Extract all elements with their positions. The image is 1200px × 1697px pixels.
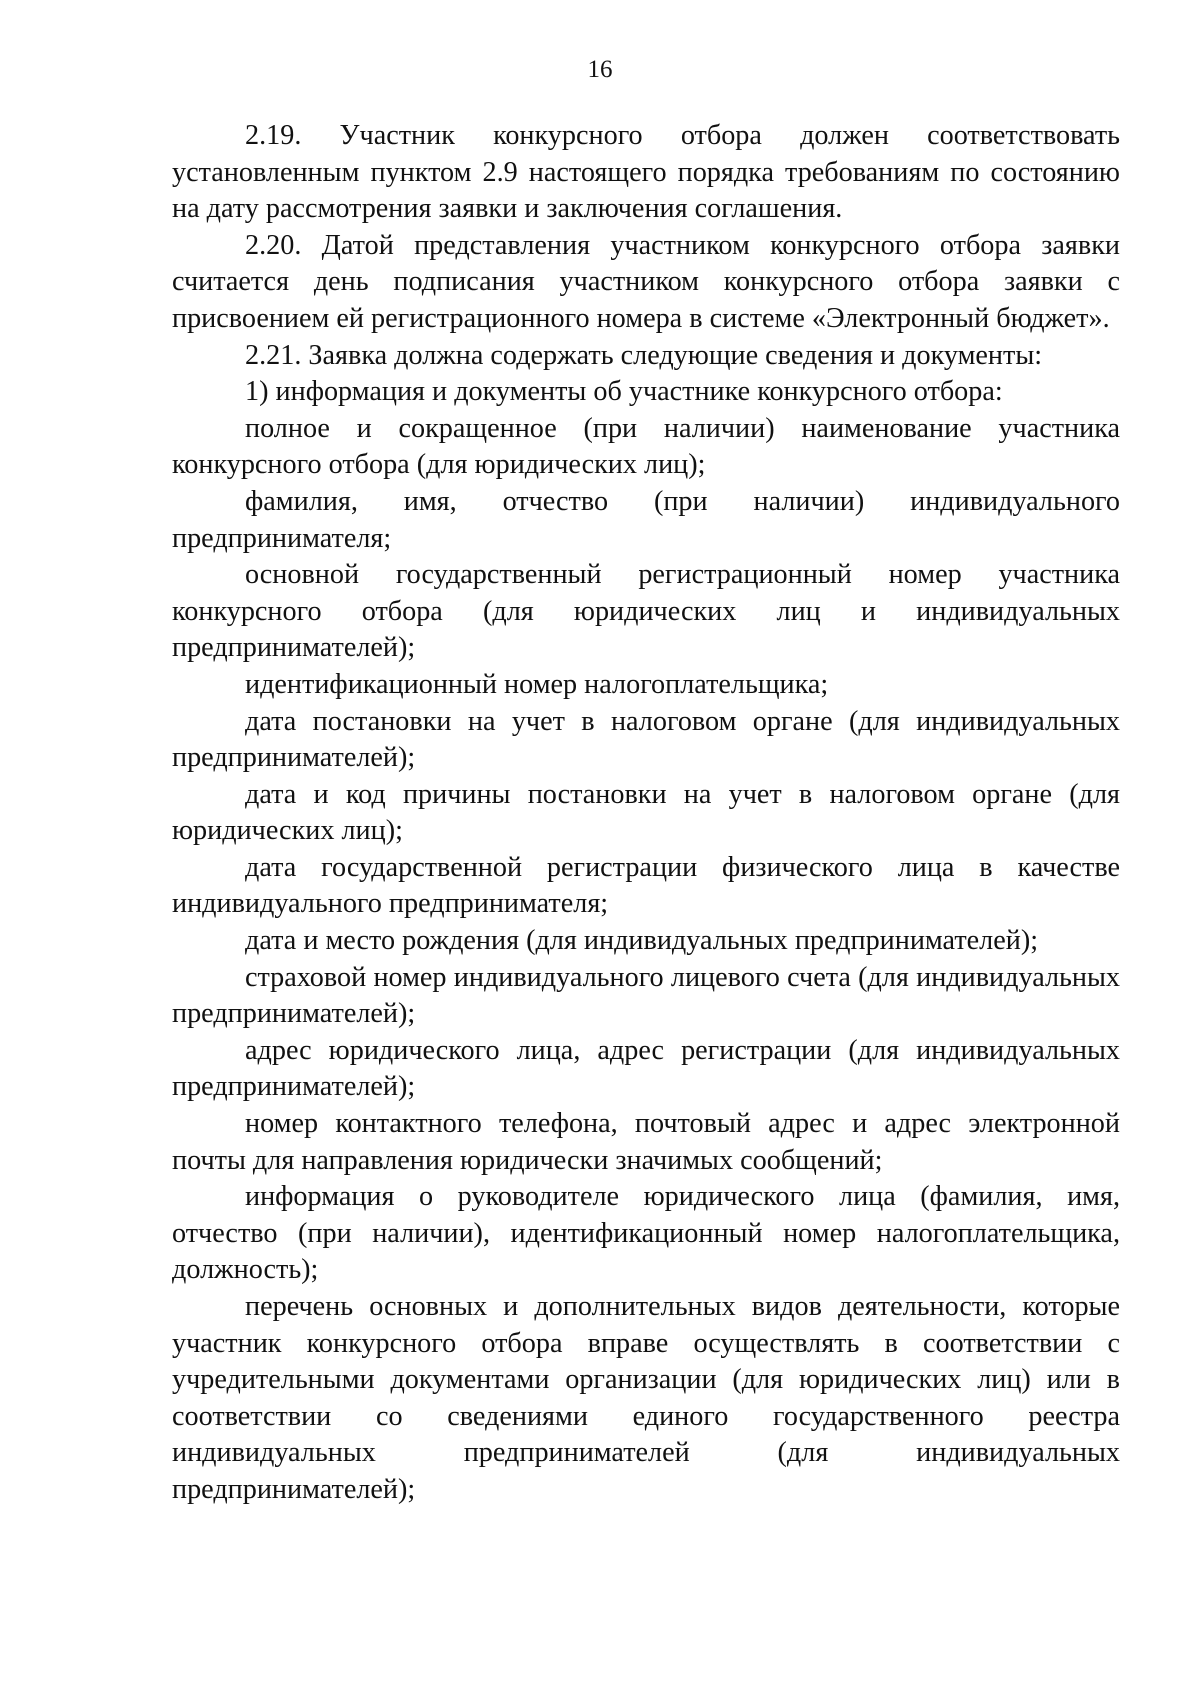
document-body: [172, 118, 1120, 1509]
list-item-director: информация о руководителе юридического лица (фамилия, имя, отчество (при наличии), идентификационный номер налогоплательщика, должность);: [172, 1181, 1120, 1286]
list-item-snils: страховой номер индивидуального лицевого счета (для индивидуальных предпринимателей);: [172, 961, 1120, 1030]
list-item-kpp: дата и код причины постановки на учет в налоговом органе (для юридических лиц);: [172, 778, 1120, 847]
list-item-1-heading: 1) информация и документы об участнике конкурсного отбора:: [245, 376, 1003, 408]
paragraph-2-19: 2.19. Участник конкурсного отбора должен соответствовать установленным пунктом 2.9 настоящего порядка требованиям по состоянию на дату рассмотрения заявки и заключения соглашения.: [172, 120, 1120, 225]
list-item-ogrn: основной государственный регистрационный номер участника конкурсного отбора (для юридических лиц и индивидуальных предпринимателей);: [172, 559, 1120, 664]
list-item-inn: идентификационный номер налогоплательщика;: [245, 668, 829, 700]
list-item-tax-registration-date: дата постановки на учет в налоговом органе (для индивидуальных предпринимателей);: [172, 705, 1120, 774]
paragraph-2-20: 2.20. Датой представления участником конкурсного отбора заявки считается день подписания участником конкурсного отбора заявки с присвоением ей регистрационного номера в системе «Электронный бюджет».: [172, 229, 1120, 334]
list-item-birth: дата и место рождения (для индивидуальных предпринимателей);: [245, 925, 1039, 957]
list-item-state-registration-date: дата государственной регистрации физического лица в качестве индивидуального предпринимателя;: [172, 851, 1120, 920]
list-item-full-name: полное и сокращенное (при наличии) наименование участника конкурсного отбора (для юридических лиц);: [172, 412, 1120, 481]
list-item-contacts: номер контактного телефона, почтовый адрес и адрес электронной почты для направления юридически значимых сообщений;: [172, 1108, 1120, 1176]
list-item-fio: фамилия, имя, отчество (при наличии) индивидуального предпринимателя;: [172, 485, 1120, 554]
paragraph-2-21: 2.21. Заявка должна содержать следующие сведения и документы:: [245, 339, 1043, 371]
list-item-address: адрес юридического лица, адрес регистрации (для индивидуальных предпринимателей);: [172, 1034, 1120, 1103]
list-item-activities: перечень основных и дополнительных видов деятельности, которые участник конкурсного отбора вправе осуществлять в соответствии с учредительными документами организации (для юридических лиц) или в соответствии со сведениями единого государственного реестра индивидуальных предпринимателей (для индивидуальных предпринимателей);: [172, 1291, 1120, 1505]
page-number: 16: [587, 56, 613, 83]
